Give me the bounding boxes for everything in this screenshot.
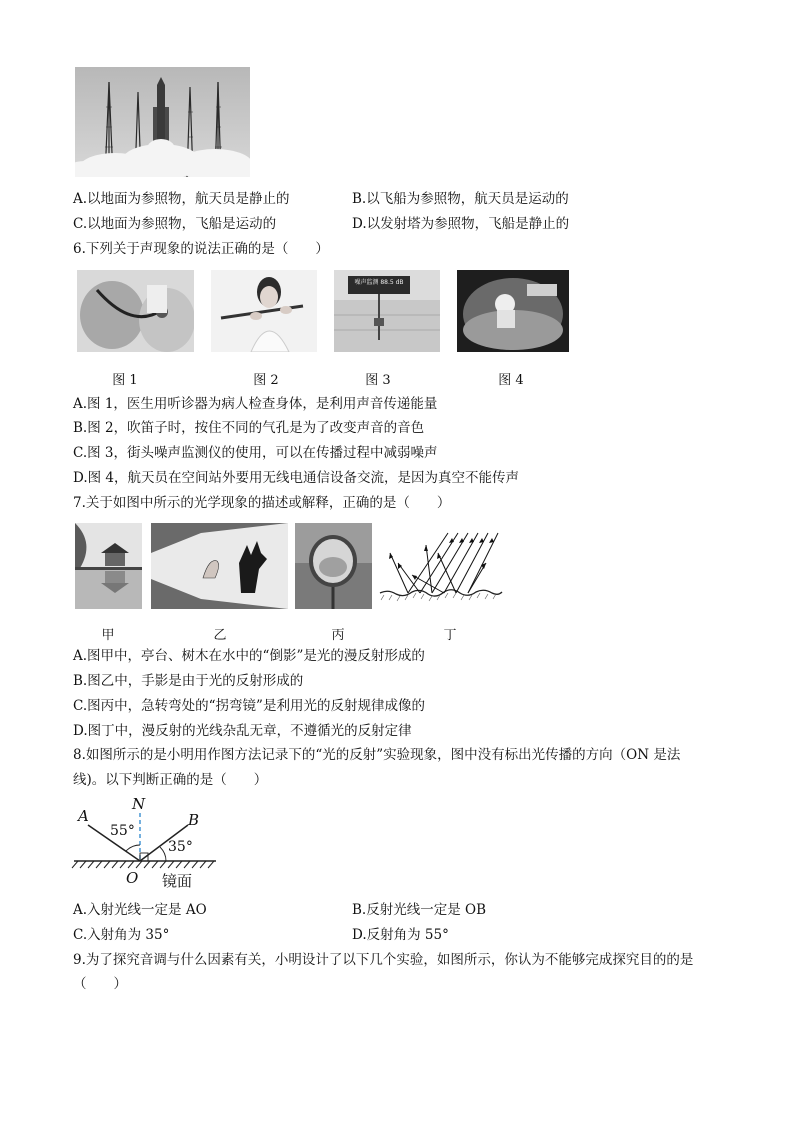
q5-option-c: C.以地面为参照物，飞船是运动的 <box>73 216 277 232</box>
q6-figure-3-noise-monitor <box>334 270 440 352</box>
q7-figure-bing-convex-mirror <box>295 523 372 609</box>
q9-stem-line-2: （ ） <box>73 976 127 992</box>
q8-option-b: B.反射光线一定是 OB <box>352 902 486 918</box>
q6-caption-1: 图 1 <box>112 373 138 388</box>
q7-option-d: D.图丁中，漫反射的光线杂乱无章，不遵循光的反射定律 <box>73 723 412 739</box>
q5-option-b: B.以飞船为参照物，航天员是运动的 <box>352 191 569 207</box>
q7-option-a: A.图甲中，亭台、树木在水中的“倒影”是光的漫反射形成的 <box>73 648 425 664</box>
q6-figure-4-spacewalk <box>457 270 569 352</box>
diagram-angle-35: 35° <box>168 839 193 855</box>
q8-stem-line-1: 8.如图所示的是小明用作图方法记录下的“光的反射”实验现象，图中没有标出光传播的方向（ON 是法 <box>73 747 681 763</box>
q6-option-b: B.图 2，吹笛子时，按住不同的气孔是为了改变声音的音色 <box>73 420 425 436</box>
diagram-label-b: B <box>188 811 200 829</box>
q7-option-c: C.图丙中，急转弯处的“拐弯镜”是利用光的反射规律成像的 <box>73 698 425 714</box>
noise-monitor-sign-text: 噪声监测 88.5 dB <box>354 279 404 286</box>
diagram-mirror-label: 镜面 <box>162 872 193 890</box>
q5-option-d: D.以发射塔为参照物，飞船是静止的 <box>352 216 570 232</box>
q6-caption-4: 图 4 <box>498 373 524 388</box>
q5-option-a: A.以地面为参照物，航天员是静止的 <box>73 191 290 207</box>
q7-caption-jia: 甲 <box>101 628 115 643</box>
q6-figure-1-stethoscope <box>77 270 194 352</box>
q6-option-c: C.图 3，街头噪声监测仪的使用，可以在传播过程中减弱噪声 <box>73 445 438 461</box>
q8-reflection-diagram <box>70 795 220 895</box>
diagram-label-a: A <box>78 807 89 825</box>
q7-option-b: B.图乙中，手影是由于光的反射形成的 <box>73 673 304 689</box>
q8-option-d: D.反射角为 55° <box>352 927 449 943</box>
rocket-launch-photo <box>75 67 250 177</box>
q6-caption-3: 图 3 <box>365 373 391 388</box>
q9-stem-line-1: 9.为了探究音调与什么因素有关，小明设计了以下几个实验，如图所示，你认为不能够完成探究目的的是 <box>73 952 694 968</box>
diagram-angle-55: 55° <box>110 823 135 839</box>
diffuse-reflection-diagram <box>378 523 504 609</box>
q6-stem: 6.下列关于声现象的说法正确的是（ ） <box>73 241 329 257</box>
diagram-label-n: N <box>132 795 146 813</box>
q8-option-c: C.入射角为 35° <box>73 927 170 943</box>
q6-option-a: A.图 1，医生用听诊器为病人检查身体，是利用声音传递能量 <box>73 396 438 412</box>
q7-figure-yi-hand-shadow <box>151 523 288 609</box>
q6-caption-2: 图 2 <box>253 373 279 388</box>
q7-figure-ding-diffuse-reflection <box>378 523 504 609</box>
rocket-launch-illustration <box>75 67 250 177</box>
q7-caption-ding: 丁 <box>443 628 457 643</box>
q6-figure-2-flute <box>211 270 317 352</box>
q7-caption-bing: 丙 <box>331 628 345 643</box>
q7-caption-yi: 乙 <box>213 628 227 643</box>
q7-stem: 7.关于如图中所示的光学现象的描述或解释，正确的是（ ） <box>73 495 451 511</box>
q6-option-d: D.图 4，航天员在空间站外要用无线电通信设备交流，是因为真空不能传声 <box>73 470 520 486</box>
q7-figure-jia-pavilion-reflection <box>75 523 142 609</box>
q8-option-a: A.入射光线一定是 AO <box>73 902 207 918</box>
q8-stem-line-2: 线)。以下判断正确的是（ ） <box>73 772 268 788</box>
diagram-label-o: O <box>126 869 139 887</box>
